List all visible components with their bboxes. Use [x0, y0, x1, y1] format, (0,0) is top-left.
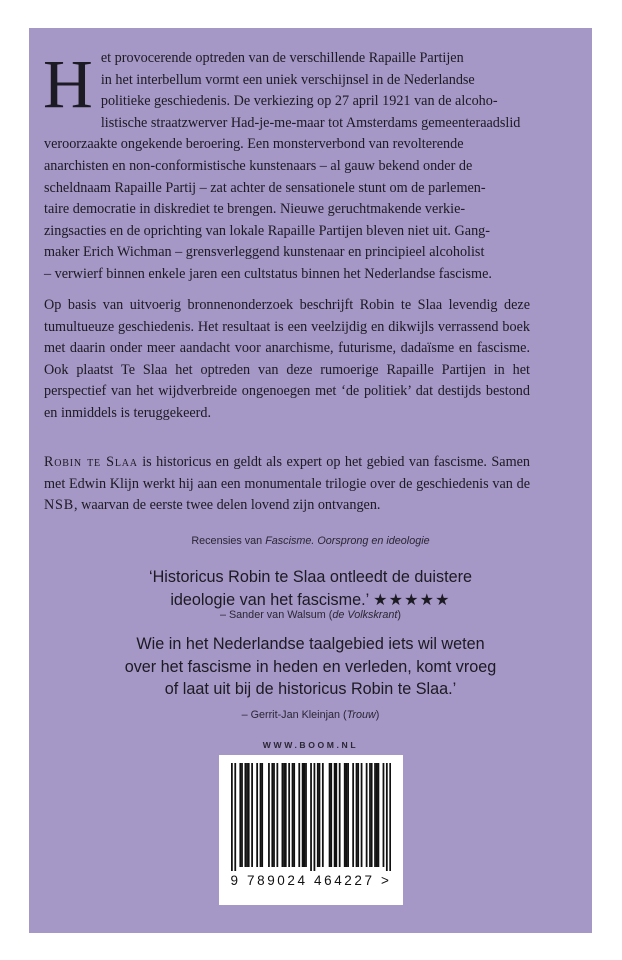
- summary-paragraph: Op basis van uitvoerig bronnenonderzoek beschrijft Robin te Slaa levendig deze tumultueuze geschiedenis. Het resultaat is een veelzijdig en dikwijls verrassend boek met daarin onder meer aandacht voor anarchisme, futurisme, dadaïsme en fascisme. Ook plaatst Te Slaa het optreden van deze rumoerige Rapaille Partijen in het perspectief van het wijdverbreide ongenoegen met ‘de politiek’ dat destijds bestond en inmiddels is teruggekeerd.: [44, 297, 530, 421]
- barcode-bar: [234, 763, 236, 871]
- barcode-bar: [346, 763, 348, 867]
- barcode-bar: [273, 763, 275, 867]
- author-name: Robin te Slaa: [44, 454, 138, 470]
- barcode-bar: [378, 763, 380, 867]
- intro-paragraph: [44, 48, 530, 286]
- barcode-bar: [260, 763, 262, 867]
- barcode-bar: [376, 763, 378, 867]
- barcode-bar: [285, 763, 287, 867]
- author-bio-text-end: , waarvan de eerste twee delen lovend zijn ontvangen.: [74, 497, 381, 514]
- attribution-close: ): [397, 609, 402, 621]
- barcode-bar: [303, 763, 305, 867]
- intro-line: taire democratie in diskrediet te brengen. Nieuwe geruchtmakende verkie-: [44, 201, 466, 218]
- review-attribution-1: [29, 609, 592, 621]
- barcode-bar: [239, 763, 241, 867]
- barcode-bar: [282, 763, 284, 867]
- barcode-bar: [298, 763, 300, 867]
- reviewed-book-title: Fascisme. Oorsprong en ideologie: [265, 535, 430, 547]
- intro-line: zingsacties en de oprichting van lokale Rapaille Partijen bleven niet uit. Gang-: [44, 222, 490, 239]
- barcode-bar: [322, 763, 324, 867]
- intro-line: maker Erich Wichman – grensverleggend kunstenaar en principieel alcoholist: [44, 244, 485, 261]
- barcode-bar: [302, 763, 304, 867]
- barcode-bar: [261, 763, 263, 867]
- barcode-bar: [339, 763, 341, 867]
- isbn-number: 9 789024 464227 >: [230, 873, 392, 888]
- barcode-bar: [268, 763, 270, 867]
- barcode-bar: [335, 763, 337, 867]
- barcode-bar: [383, 763, 385, 867]
- barcode-bar: [319, 763, 321, 867]
- barcode-bar: [369, 763, 371, 867]
- barcode-bar: [310, 763, 312, 871]
- barcode-bar: [330, 763, 332, 867]
- barcode-bar: [292, 763, 294, 867]
- publisher-website: WWW.BOOM.NL: [262, 740, 359, 750]
- review-attribution-2: [29, 709, 592, 721]
- reviews-heading: [29, 535, 592, 547]
- barcode-bar: [386, 763, 388, 871]
- barcode-bar: [305, 763, 307, 867]
- barcode-bar: [293, 763, 295, 867]
- quote-line: Wie in het Nederlandse taalgebied iets wil weten: [136, 635, 485, 653]
- reviewer-name: – Sander van Walsum (: [219, 609, 333, 621]
- quote-line: of laat uit bij de historicus Robin te Slaa.’: [164, 680, 457, 698]
- barcode-bar: [361, 763, 363, 867]
- drop-cap: H: [43, 46, 93, 122]
- review-source: Trouw: [346, 709, 376, 721]
- barcode-bar: [366, 763, 368, 867]
- intro-line: politieke geschiedenis. De verkiezing op 27 april 1921 van de alcoho-: [100, 93, 498, 110]
- barcode-bar: [347, 763, 349, 867]
- barcode-bar: [241, 763, 243, 867]
- barcode-bar: [248, 763, 250, 867]
- intro-line: anarchisten en non-conformistische kunstenaars – al gauw bekend onder de: [44, 157, 473, 174]
- attribution-close: ): [375, 709, 380, 721]
- star-rating-icon: ★★★★★: [373, 590, 451, 609]
- barcode-bar: [271, 763, 273, 867]
- intro-line: – verwierf binnen enkele jaren een cultstatus binnen het Nederlandse fascisme.: [44, 265, 492, 282]
- isbn-barcode: [219, 755, 403, 905]
- barcode-bars-icon: [231, 763, 391, 871]
- reviews-heading-prefix: Recensies van: [191, 535, 266, 547]
- barcode-bar: [356, 763, 358, 867]
- quote-line: ‘Historicus Robin te Slaa ontleedt de duistere: [148, 568, 473, 586]
- review-source: de Volkskrant: [332, 609, 398, 621]
- barcode-bar: [276, 763, 278, 867]
- barcode-bar: [352, 763, 354, 867]
- author-bio-text: is historicus en geldt als expert op het gebied van fascisme. Samen met Edwin Klijn werkt hij aan een monumentale trilogie over de geschiedenis van de: [44, 454, 530, 492]
- barcode-bar: [344, 763, 346, 867]
- intro-line: veroorzaakte ongekende beroering. Een monsterverbond van revolterende: [44, 136, 464, 153]
- intro-line: scheldnaam Rapaille Partij – zat achter de sensationele stunt om de parlemen-: [44, 179, 486, 196]
- barcode-bar: [329, 763, 331, 867]
- intro-line: in het interbellum vormt een uniek verschijnsel in de Nederlandse: [100, 71, 475, 88]
- nsb-abbreviation: NSB: [44, 497, 74, 514]
- barcode-bar: [283, 763, 285, 867]
- barcode-bar: [244, 763, 246, 867]
- barcode-bar: [251, 763, 253, 867]
- reviewer-name: – Gerrit-Jan Kleinjan (: [241, 709, 347, 721]
- barcode-bar: [357, 763, 359, 867]
- barcode-bar: [256, 763, 258, 867]
- review-quote-1: [29, 566, 592, 611]
- quote-line: ideologie van het fascisme.’: [170, 590, 369, 609]
- barcode-bar: [317, 763, 319, 867]
- barcode-bar: [288, 763, 290, 867]
- barcode-bar: [334, 763, 336, 867]
- barcode-bar: [374, 763, 376, 867]
- barcode-bar: [231, 763, 233, 871]
- barcode-bar: [246, 763, 248, 867]
- author-bio-paragraph: [44, 452, 530, 517]
- barcode-bar: [314, 763, 316, 871]
- barcode-bar: [371, 763, 373, 867]
- intro-line: listische straatzwerver Had-je-me-maar tot Amsterdams gemeenteraadslid: [100, 114, 521, 131]
- intro-line: et provocerende optreden van de verschillende Rapaille Partijen: [100, 50, 464, 66]
- quote-line: over het fascisme in heden en verleden, komt vroeg: [124, 657, 497, 676]
- barcode-bar: [389, 763, 391, 871]
- review-quote-2: [29, 633, 592, 701]
